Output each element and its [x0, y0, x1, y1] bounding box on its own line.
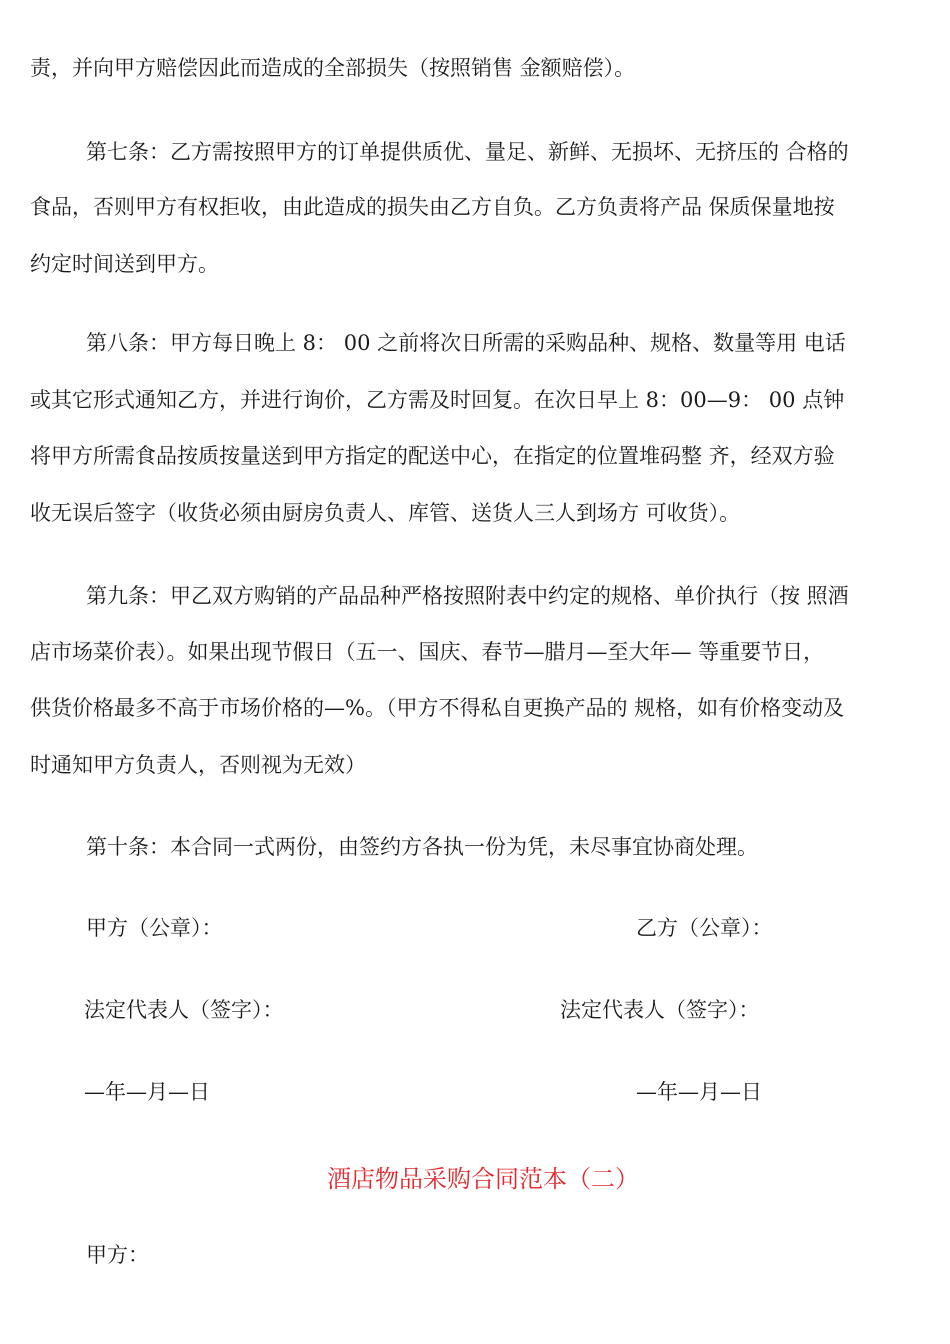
article-8-line-4: 收无误后签字（收货必须由厨房负责人、库管、送货人三人到场方 可收货）。 [30, 501, 741, 525]
paragraph-continuation: 责，并向甲方赔偿因此而造成的全部损失（按照销售 金额赔偿）。 [30, 56, 636, 80]
article-8-line-2: 或其它形式通知乙方，并进行询价，乙方需及时回复。在次日早上 8：00—9： 00 点钟 [30, 388, 845, 412]
party-b-seal-label: 乙方（公章）： [636, 916, 773, 940]
article-9-line-3: 供货价格最多不高于市场价格的—%。（甲方不得私自更换产品的 规格，如有价格变动及 [30, 696, 845, 720]
party-a-date: —年—月—日 [84, 1080, 210, 1104]
party-a-representative-label: 法定代表人（签字）： [84, 998, 284, 1022]
article-7-line-3: 约定时间送到甲方。 [30, 252, 219, 276]
article-7-line-2: 食品，否则甲方有权拒收，由此造成的损失由乙方自负。乙方负责将产品 保质保量地按 [30, 195, 835, 219]
party-a-seal-label: 甲方（公章）： [86, 916, 223, 940]
article-8-line-1: 第八条：甲方每日晚上 8： 00 之前将次日所需的采购品种、规格、数量等用 电话 [86, 331, 846, 355]
article-9-line-2: 店市场菜价表）。如果出现节假日（五一、国庆、春节—腊月—至大年— 等重要节日， [30, 640, 825, 664]
section-2-title: 酒店物品采购合同范本（二） [327, 1165, 639, 1193]
article-7-line-1: 第七条：乙方需按照甲方的订单提供质优、量足、新鲜、无损坏、无挤压的 合格的 [86, 140, 849, 164]
article-9-line-1: 第九条：甲乙双方购销的产品品种严格按照附表中约定的规格、单价执行（按 照酒 [86, 584, 849, 608]
party-b-date: —年—月—日 [636, 1080, 762, 1104]
article-10: 第十条：本合同一式两份，由签约方各执一份为凭，未尽事宜协商处理。 [86, 835, 758, 859]
article-9-line-4: 时通知甲方负责人，否则视为无效） [30, 753, 366, 777]
article-8-line-3: 将甲方所需食品按质按量送到甲方指定的配送中心，在指定的位置堆码整 齐，经双方验 [30, 444, 835, 468]
party-b-representative-label: 法定代表人（签字）： [560, 998, 760, 1022]
section-2-party-a-label: 甲方： [86, 1243, 149, 1267]
